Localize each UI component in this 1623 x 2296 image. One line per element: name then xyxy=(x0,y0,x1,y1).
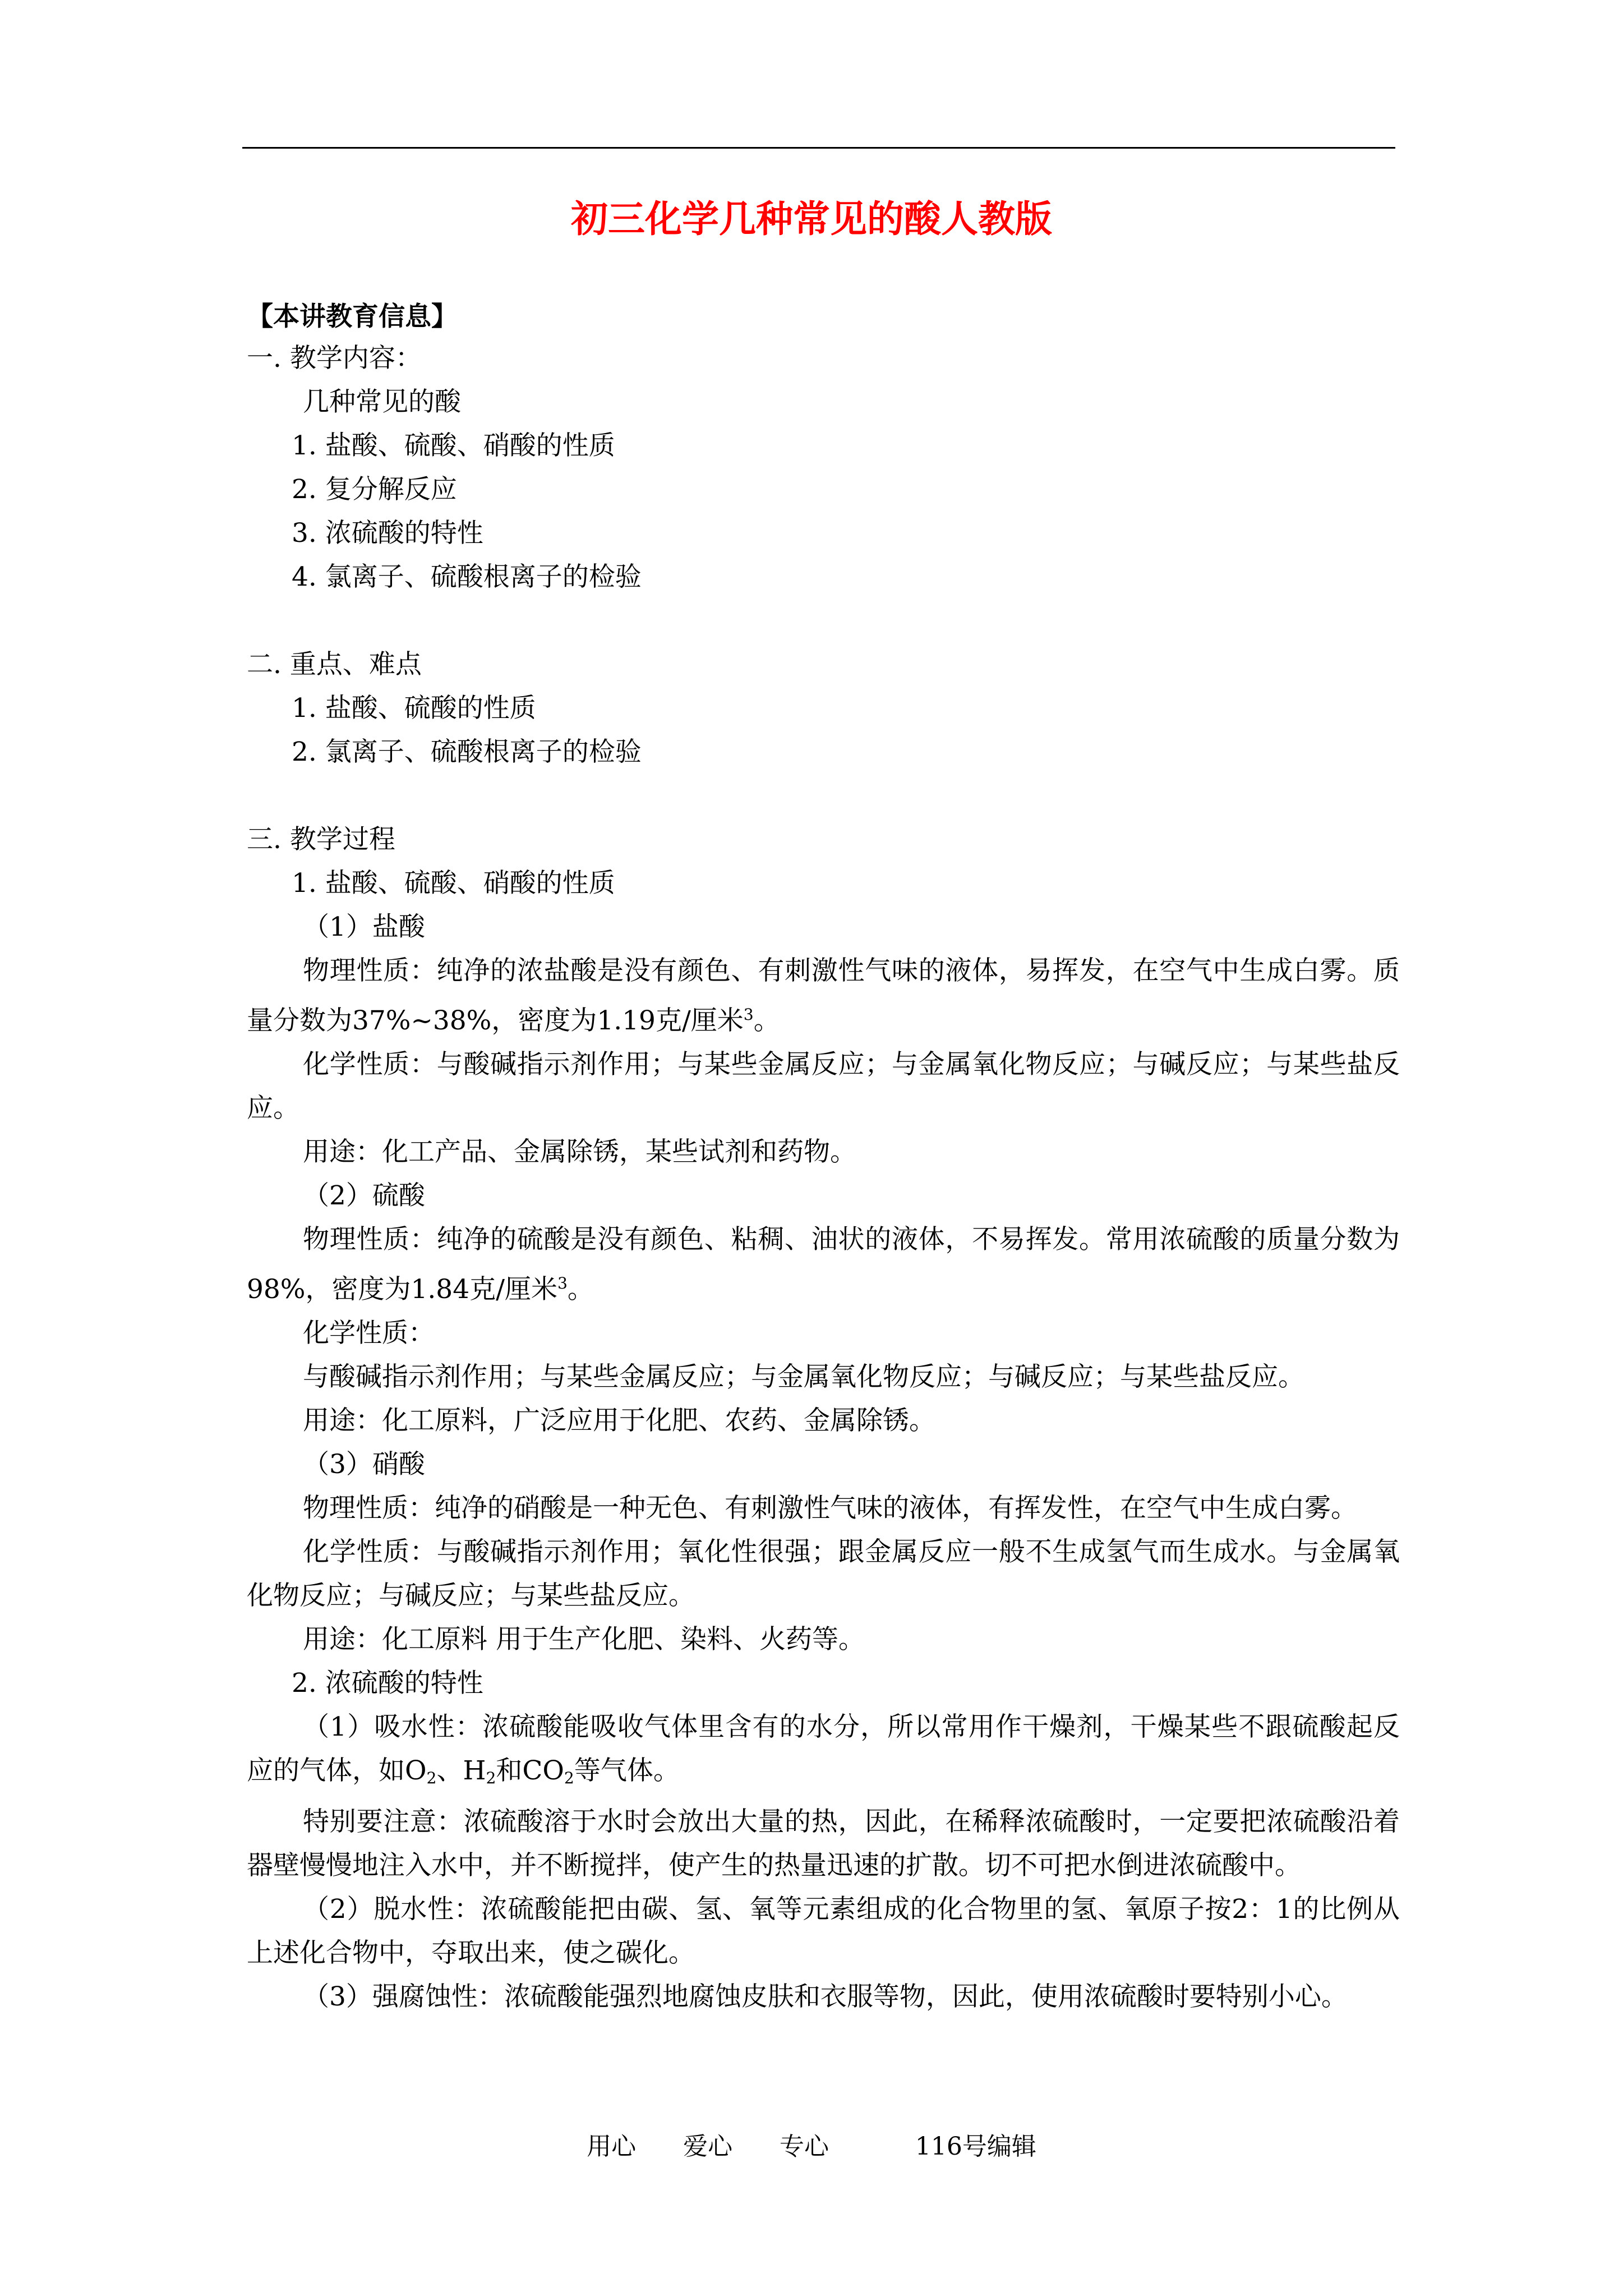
document-title: 初三化学几种常见的酸人教版 xyxy=(571,197,1052,241)
dehydrate-paragraph: （2）脱水性：浓硫酸能把由碳、氢、氧等元素组成的化合物里的氢、氧原子按2：1的比例从上述化合物中，夺取出来，使之碳化。 xyxy=(247,1893,1400,1968)
page-footer: 用心 爱心 专心 116号编辑 xyxy=(587,2132,1036,2161)
caution-paragraph: 特别要注意：浓硫酸溶于水时会放出大量的热，因此，在稀释浓硫酸时，一定要把浓硫酸沿着器壁慢慢地注入水中，并不断搅拌，使产生的热量迅速的扩散。切不可把水倒进浓硫酸中。 xyxy=(247,1806,1400,1881)
subheading: 1. 盐酸、硫酸、硝酸的性质 xyxy=(292,868,615,899)
part3-heading: 三. 教学过程 xyxy=(247,824,395,855)
hcl-heading: （1）盐酸 xyxy=(303,912,425,942)
hno3-use: 用途：化工原料 用于生产化肥、染料、火药等。 xyxy=(303,1623,865,1655)
hcl-physical: 物理性质：纯净的浓盐酸是没有颜色、有刺激性气味的液体，易挥发，在空气中生成白雾。质量分数为37%~38%，密度为1.19克/厘米$^3$。 xyxy=(247,955,1400,1036)
part2-heading: 二. 重点、难点 xyxy=(247,649,422,680)
h2so4-chemical-label: 化学性质： xyxy=(303,1317,435,1349)
h2so4-heading: （2）硫酸 xyxy=(303,1180,425,1211)
corrosive-paragraph: （3）强腐蚀性：浓硫酸能强烈地腐蚀皮肤和衣服等物，因此，使用浓硫酸时要特别小心。 xyxy=(303,1981,1348,2012)
list-item: 2. 氯离子、硫酸根离子的检验 xyxy=(292,737,642,767)
section-heading: 【本讲教育信息】 xyxy=(247,301,458,332)
hcl-use: 用途：化工产品、金属除锈，某些试剂和药物。 xyxy=(303,1136,856,1167)
list-item: 4. 氯离子、硫酸根离子的检验 xyxy=(292,562,642,592)
subheading: 2. 浓硫酸的特性 xyxy=(292,1667,483,1699)
list-item: 1. 盐酸、硫酸、硝酸的性质 xyxy=(292,430,615,461)
header-rule xyxy=(242,147,1395,149)
h2so4-use: 用途：化工原料，广泛应用于化肥、农药、金属除锈。 xyxy=(303,1405,935,1436)
h2so4-chemical: 与酸碱指示剂作用；与某些金属反应；与金属氧化物反应；与碱反应；与某些盐反应。 xyxy=(303,1361,1304,1392)
hno3-chemical: 化学性质：与酸碱指示剂作用；氧化性很强；跟金属反应一般不生成氢气而生成水。与金属氧化物反应；与碱反应；与某些盐反应。 xyxy=(247,1536,1400,1611)
part1-heading: 一. 教学内容： xyxy=(247,343,422,374)
hno3-heading: （3）硝酸 xyxy=(303,1448,425,1480)
h2so4-physical: 物理性质：纯净的硫酸是没有颜色、粘稠、油状的液体，不易挥发。常用浓硫酸的质量分数为98%，密度为1.84克/厘米$^3$。 xyxy=(247,1223,1400,1305)
list-item: 1. 盐酸、硫酸的性质 xyxy=(292,693,536,724)
hno3-physical: 物理性质：纯净的硝酸是一种无色、有刺激性气味的液体，有挥发性，在空气中生成白雾。 xyxy=(303,1492,1357,1524)
list-item: 3. 浓硫酸的特性 xyxy=(292,518,483,549)
absorb-paragraph: （1）吸水性：浓硫酸能吸收气体里含有的水分，所以常用作干燥剂，干燥某些不跟硫酸起反应的气体，如$O_2$、$H_2$和$CO_2$等气体。 xyxy=(247,1711,1400,1787)
document-body xyxy=(247,337,1400,2019)
list-item: 2. 复分解反应 xyxy=(292,474,457,505)
hcl-chemical: 化学性质：与酸碱指示剂作用；与某些金属反应；与金属氧化物反应；与碱反应；与某些盐反应。 xyxy=(247,1048,1400,1124)
part1-topic: 几种常见的酸 xyxy=(303,386,461,417)
